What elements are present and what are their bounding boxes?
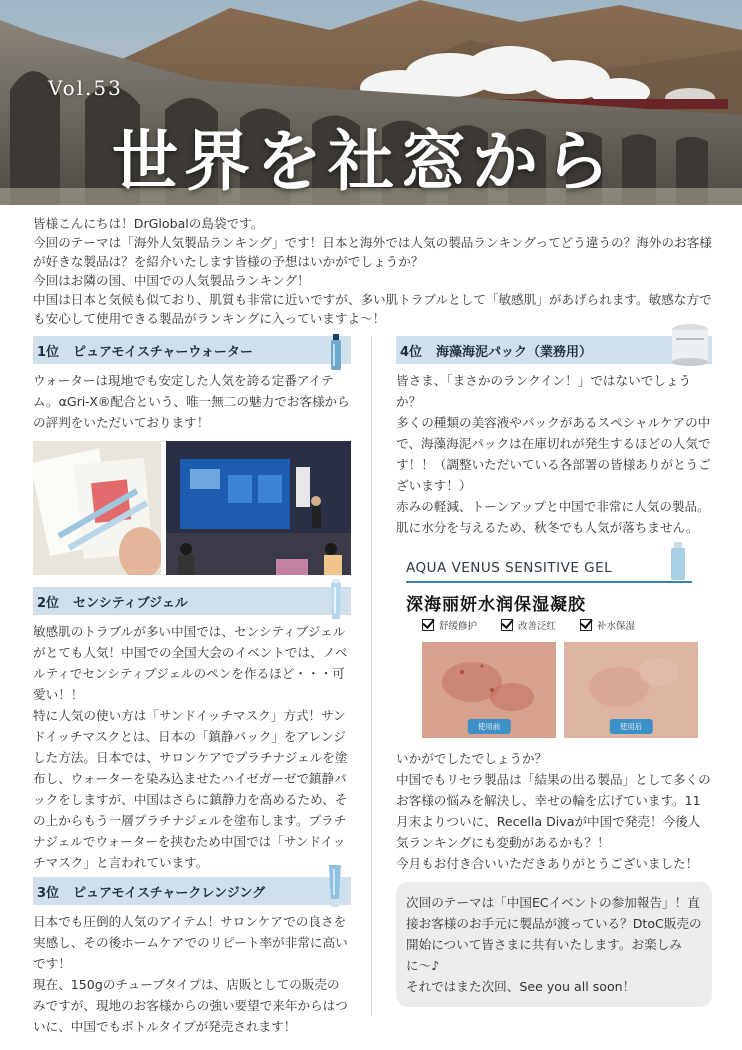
- rank1-photos: [33, 441, 351, 575]
- rank4-product-name: 海藻海泥パック（業務用）: [436, 344, 593, 360]
- intro-line: 皆様こんにちは！DrGlobalの島袋です。: [33, 216, 264, 231]
- closing-paragraph: いかがでしたでしょうか？: [396, 751, 548, 766]
- rank3-text: [33, 911, 351, 1037]
- sensitive-gel-panel: [402, 550, 702, 746]
- gel-feature-label: 改善泛红: [518, 621, 557, 632]
- right-column: [396, 336, 712, 1007]
- rank2-paragraph: 敏感肌のトラブルが多い中国では、センシティブジェルがとても人気！中国での全国大会のイベントでは、ノベルティでセンシティブジェルのペンを作るほど・・・可愛い！！: [33, 624, 348, 702]
- gel-feature: [501, 618, 556, 632]
- column-divider: [371, 336, 372, 1016]
- gel-feature: [422, 618, 477, 632]
- rank3-header: [33, 877, 351, 905]
- intro-line: 今回はお隣の国、中国での人気製品ランキング！: [33, 273, 310, 288]
- rank3-number: 3位: [37, 885, 60, 901]
- rank2-paragraph: 特に人気の使い方は「サンドイッチマスク」方式！サンドイッチマスクとは、日本の「鎮静パック」をアレンジした方法。日本では、サロンケアでプラチナジェルを塗布し、ウォーターを染み込ませたハイゼガーゼで鎮静パックをしますが、中国はさらに鎮静力を高めるため、その上からもう一層プラチナジェルを塗布します。プラチナジェルでウォーターを挟むため中国では「サンドイッチマスク」と言われています。: [33, 708, 348, 870]
- rank1-text: ウォーターは現地でも安定した人気を誇る定番アイテム。αGri-X®配合という、唯一無二の魅力でお客様からの評判をいただいております！: [33, 373, 350, 430]
- checkbox-icon: [501, 619, 513, 631]
- rank4-paragraph: 赤みの軽減、トーンアップと中国で非常に人気の製品。肌に水分を与えるため、秋冬でも人気が落ちません。: [396, 499, 710, 535]
- closing-text: [396, 748, 712, 874]
- volume-number: Vol.53: [48, 76, 123, 100]
- closing-paragraph: 中国でもリセラ製品は「結果の出る製品」として多くのお客様の悩みを解決し、幸せの輪を広げています。11月末よりついに、Recella Divaが中国で発売！今後人気ランキングにも変動があるかも？！: [396, 772, 711, 850]
- rank1-number: 1位: [37, 344, 60, 360]
- intro-text: [33, 214, 713, 328]
- rank1-product-name: ピュアモイスチャーウォーター: [73, 344, 253, 360]
- gel-feature: [580, 618, 635, 632]
- rank4-text: [396, 370, 712, 538]
- water-bottle-icon: [329, 334, 343, 370]
- intro-line: 今回のテーマは「海外人気製品ランキング」です！日本と海外では人気の製品ランキングってどう違うの？海外のお客様が好きな製品は？を紹介いたします皆様の予想はいかがでしょうか？: [33, 235, 712, 269]
- page-title: 世界を社窓から: [112, 122, 616, 200]
- intro-line: 中国は日本と気候も似ており、肌質も非常に近いですが、多い肌トラブルとして「敏感肌」があげられます。敏感な方でも安心して使用できる製品がランキングに入っていますよ〜！: [33, 292, 712, 326]
- event-presentation-photo: [166, 441, 351, 575]
- rank4-paragraph: 多くの種類の美容液やパックがあるスペシャルケアの中で、海藻海泥パックは在庫切れが発生するほどの人気です！！（調整いただいている各部署の皆様ありがとうございます！）: [396, 415, 711, 493]
- gel-tube-icon: [329, 579, 343, 619]
- rank2-text: [33, 621, 351, 873]
- rank4-header: [396, 336, 712, 364]
- hero-banner: [0, 0, 742, 205]
- left-column: [33, 336, 351, 1037]
- novelty-pens-photo: [33, 441, 161, 575]
- next-theme-signoff: それではまた次回、See you all soon！: [406, 979, 636, 994]
- gel-features: [422, 618, 635, 632]
- checkbox-icon: [422, 619, 434, 631]
- next-theme-box: [396, 882, 712, 1007]
- rank2-product-name: センシティブジェル: [73, 595, 188, 611]
- gel-bottle-icon: [668, 542, 688, 580]
- cleansing-tube-icon: [327, 865, 343, 907]
- gel-chinese-name: 深海丽妍水润保湿凝胶: [406, 595, 586, 615]
- gel-feature-label: 补水保湿: [597, 621, 636, 632]
- next-theme-text: 次回のテーマは「中国ECイベントの参加報告」！直接お客様のお手元に製品が渡っている？DtoC販売の開始について皆さまに共有いたします。お楽しみに〜♪: [406, 895, 702, 973]
- rank2-number: 2位: [37, 595, 60, 611]
- skin-after-photo: [564, 642, 698, 738]
- before-label: 使用前: [468, 719, 511, 734]
- gel-underline: [406, 581, 692, 583]
- closing-paragraph: 今月もお付き合いいただきありがとうございました！: [396, 856, 699, 871]
- gel-english-name: AQUA VENUS SENSITIVE GEL: [406, 560, 613, 576]
- skin-before-photo: [422, 642, 556, 738]
- checkbox-icon: [580, 619, 592, 631]
- mud-pack-jar-icon: [670, 322, 710, 366]
- rank3-product-name: ピュアモイスチャークレンジング: [73, 885, 266, 901]
- rank1-header: [33, 336, 351, 364]
- rank3-paragraph: 日本でも圧倒的人気のアイテム！サロンケアでの良さを実感し、その後ホームケアでのリピート率が非常に高いです！: [33, 914, 348, 971]
- rank3-paragraph: 現在、150gのチューブタイプは、店販としての販売のみですが、現地のお客様からの強い要望で来年からはついに、中国でもボトルタイプが発売されます！: [33, 977, 348, 1034]
- rank4-paragraph: 皆さま、「まさかのランクイン！」ではないでしょうか？: [396, 373, 692, 409]
- rank2-header: [33, 587, 351, 615]
- after-label: 使用后: [610, 719, 653, 734]
- gel-feature-label: 舒缓修护: [439, 621, 478, 632]
- rank4-number: 4位: [400, 344, 423, 360]
